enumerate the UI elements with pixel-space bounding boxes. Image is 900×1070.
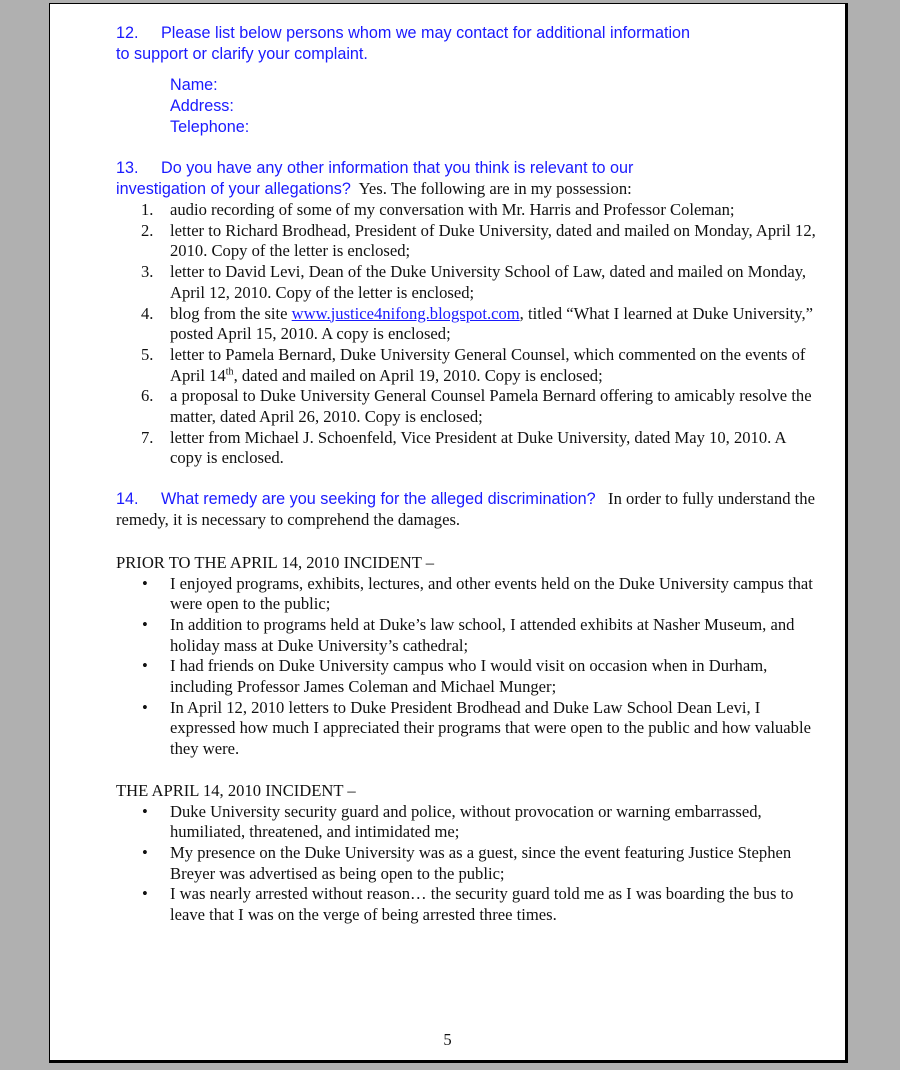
prior-incident-list bbox=[116, 574, 816, 760]
bullet-text: I had friends on Duke University campus who I would visit on occasion when in Durham, including Professor James Coleman and Michael Munger; bbox=[170, 656, 768, 697]
bullet-item bbox=[116, 574, 816, 615]
question-13-text-cont: investigation of your allegations? bbox=[116, 180, 351, 198]
blog-link[interactable]: www.justice4nifong.blogspot.com bbox=[291, 303, 520, 323]
ordinal-superscript: th bbox=[225, 366, 234, 378]
list-item bbox=[116, 200, 816, 221]
question-13-line2 bbox=[116, 179, 816, 200]
question-12-number: 12. bbox=[116, 24, 139, 42]
question-13-answer: Yes. The following are in my possession: bbox=[358, 179, 632, 198]
question-12-line1 bbox=[116, 23, 816, 44]
list-item-number: 7. bbox=[141, 427, 154, 447]
list-item-number: 2. bbox=[141, 220, 154, 240]
bullet-item bbox=[116, 843, 816, 884]
question-13 bbox=[116, 158, 816, 469]
list-item-text: blog from the site bbox=[170, 303, 292, 323]
list-item-text: letter to David Levi, Dean of the Duke University School of Law, dated and mailed on Monday, April 12, 2010. Copy of the letter is enclosed; bbox=[170, 262, 807, 302]
bullet-icon: • bbox=[142, 573, 148, 593]
list-item bbox=[116, 262, 816, 303]
bullet-text: In addition to programs held at Duke’s law school, I attended exhibits at Nasher Museum, and holiday mass at Duke University’s cathedral; bbox=[170, 614, 795, 655]
question-14-number: 14. bbox=[116, 490, 139, 509]
bullet-item bbox=[116, 615, 816, 656]
bullet-text: My presence on the Duke University was as a guest, since the event featuring Justice Stephen Breyer was advertised as being open to the public; bbox=[170, 842, 792, 883]
bullet-icon: • bbox=[142, 842, 148, 862]
list-item bbox=[116, 345, 816, 386]
question-12-text: Please list below persons whom we may contact for additional information bbox=[161, 24, 691, 42]
page-number: 5 bbox=[443, 1030, 452, 1049]
contact-fields bbox=[170, 75, 816, 138]
bullet-item bbox=[116, 698, 816, 760]
bullet-text: In April 12, 2010 letters to Duke President Brodhead and Duke Law School Dean Levi, I expressed how much I appreciated their programs that were open to the public and how valuable they were. bbox=[170, 697, 811, 759]
bullet-icon: • bbox=[142, 614, 148, 634]
telephone-field-label: Telephone: bbox=[170, 118, 250, 136]
name-field-label: Name: bbox=[170, 76, 218, 94]
question-13-line1 bbox=[116, 158, 816, 179]
list-item-text: audio recording of some of my conversation with Mr. Harris and Professor Coleman; bbox=[170, 200, 735, 219]
question-14-answer: In order to fully understand the remedy, it is necessary to comprehend the damages. bbox=[116, 489, 815, 530]
question-13-number: 13. bbox=[116, 159, 139, 177]
bullet-text: I was nearly arrested without reason… the security guard told me as I was boarding the bus to leave that I was on the verge of being arrested three times. bbox=[170, 884, 794, 925]
bullet-text: Duke University security guard and police, without provocation or warning embarrassed, humiliated, threatened, and intimidated me; bbox=[170, 801, 762, 842]
list-item-text: letter from Michael J. Schoenfeld, Vice President at Duke University, dated May 10, 2010. A copy is enclosed. bbox=[170, 427, 786, 468]
list-item bbox=[116, 386, 816, 427]
question-12-line2: to support or clarify your complaint. bbox=[116, 45, 368, 63]
list-item-text: letter to Richard Brodhead, President of Duke University, dated and mailed on Monday, April 12, 2010. Copy of the letter is enclosed; bbox=[170, 220, 816, 261]
page-content bbox=[116, 23, 816, 926]
address-field-label: Address: bbox=[170, 97, 234, 115]
list-item-number: 6. bbox=[141, 386, 154, 406]
incident-heading: THE APRIL 14, 2010 INCIDENT – bbox=[116, 780, 356, 800]
list-item-number: 4. bbox=[141, 303, 154, 323]
list-item-text: a proposal to Duke University General Counsel Pamela Bernard offering to amicably resolve the matter, dated April 26, 2010. Copy is enclosed; bbox=[170, 386, 812, 427]
list-item-number: 3. bbox=[141, 262, 154, 282]
list-item bbox=[116, 221, 816, 262]
document-page bbox=[49, 3, 848, 1063]
question-12 bbox=[116, 23, 816, 138]
bullet-icon: • bbox=[142, 801, 148, 821]
bullet-item bbox=[116, 656, 816, 697]
bullet-item bbox=[116, 802, 816, 843]
prior-incident-heading: PRIOR TO THE APRIL 14, 2010 INCIDENT – bbox=[116, 552, 435, 572]
list-item-text: letter to Pamela Bernard, Duke University General Counsel, which commented on the events of April 14 bbox=[170, 344, 806, 385]
incident-list bbox=[116, 802, 816, 926]
bullet-item bbox=[116, 884, 816, 925]
bullet-icon: • bbox=[142, 884, 148, 904]
question-14 bbox=[116, 489, 816, 531]
question-13-text: Do you have any other information that you think is relevant to our bbox=[161, 159, 634, 177]
bullet-icon: • bbox=[142, 697, 148, 717]
evidence-list bbox=[116, 200, 816, 469]
list-item-text-cont: , dated and mailed on April 19, 2010. Copy is enclosed; bbox=[233, 365, 603, 385]
question-14-paragraph bbox=[116, 489, 816, 531]
list-item bbox=[116, 428, 816, 469]
list-item-text-cont: , titled “What I learned at Duke University,” posted April 15, 2010. A copy is enclosed; bbox=[170, 303, 814, 344]
question-14-text: What remedy are you seeking for the alleged discrimination? bbox=[161, 490, 596, 509]
list-item bbox=[116, 304, 816, 345]
list-item-number: 1. bbox=[141, 200, 154, 219]
bullet-text: I enjoyed programs, exhibits, lectures, and other events held on the Duke University campus that were open to the public; bbox=[170, 573, 813, 614]
bullet-icon: • bbox=[142, 656, 148, 676]
list-item-number: 5. bbox=[141, 344, 154, 364]
